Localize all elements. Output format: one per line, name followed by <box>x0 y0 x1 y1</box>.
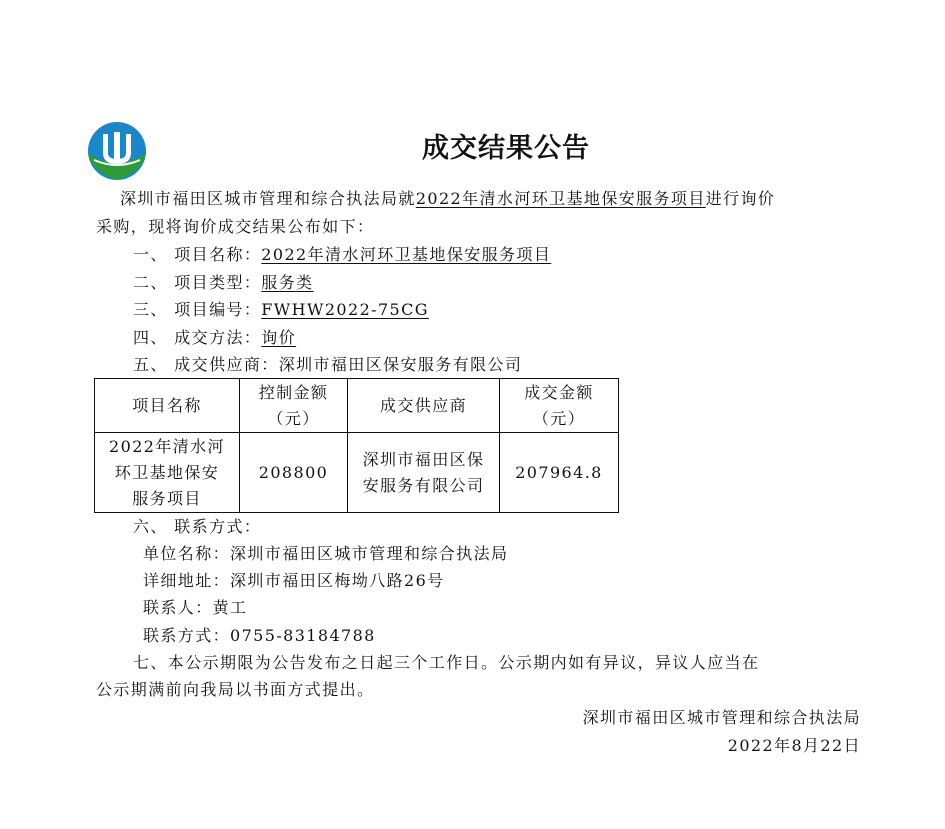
notice-line-1: 七、本公示期限为公告发布之日起三个工作日。公示期内如有异议，异议人应当在 <box>133 653 760 672</box>
contact-person: 联系人：黄工 <box>143 598 248 617</box>
item-label: 五、 成交供应商： <box>133 355 279 374</box>
contact-address: 详细地址：深圳市福田区梅坳八路26号 <box>143 571 445 590</box>
contact-unit: 单位名称：深圳市福田区城市管理和综合执法局 <box>143 544 509 563</box>
intro-prefix: 深圳市福田区城市管理和综合执法局就 <box>120 189 416 208</box>
cell-supplier: 深圳市福田区保 安服务有限公司 <box>348 433 500 513</box>
item-value: 服务类 <box>261 273 314 292</box>
intro-suffix: 进行询价 <box>705 189 776 208</box>
table-row <box>95 433 619 513</box>
signature-date: 2022年8月22日 <box>727 736 861 755</box>
item-value: 2022年清水河环卫基地保安服务项目 <box>261 245 552 264</box>
item-label: 二、 项目类型： <box>133 273 262 292</box>
cell-deal-amount: 207964.8 <box>500 433 619 513</box>
result-table <box>94 378 619 513</box>
contact-heading: 六、 联系方式： <box>133 517 262 536</box>
item-project-name <box>133 245 551 265</box>
item-value: 深圳市福田区保安服务有限公司 <box>278 355 523 374</box>
item-label: 一、 项目名称： <box>133 245 262 264</box>
intro-line-2: 采购，现将询价成交结果公布如下： <box>96 217 375 236</box>
item-value: FWHW2022-75CG <box>261 300 429 319</box>
item-label: 四、 成交方法： <box>133 328 262 347</box>
item-deal-method <box>133 328 296 348</box>
item-value: 询价 <box>261 328 297 347</box>
cell-control-amount: 208800 <box>240 433 348 513</box>
notice-line-2: 公示期满前向我局以书面方式提出。 <box>96 680 375 699</box>
table-header-row <box>95 379 619 433</box>
header-supplier: 成交供应商 <box>348 379 500 433</box>
item-label: 三、 项目编号： <box>133 300 262 319</box>
intro-line-1 <box>120 189 775 209</box>
item-supplier <box>133 355 522 375</box>
item-project-code <box>133 300 429 320</box>
cell-project-name: 2022年清水河 环卫基地保安 服务项目 <box>95 433 240 513</box>
item-project-type <box>133 273 314 293</box>
page-title: 成交结果公告 <box>422 133 590 164</box>
header-control-amount: 控制金额 （元） <box>240 379 348 433</box>
header-deal-amount: 成交金额 （元） <box>500 379 619 433</box>
intro-project: 2022年清水河环卫基地保安服务项目 <box>415 189 706 208</box>
contact-phone: 联系方式：0755-83184788 <box>143 626 376 645</box>
signature-org: 深圳市福田区城市管理和综合执法局 <box>582 708 861 727</box>
header-project-name: 项目名称 <box>95 379 240 433</box>
